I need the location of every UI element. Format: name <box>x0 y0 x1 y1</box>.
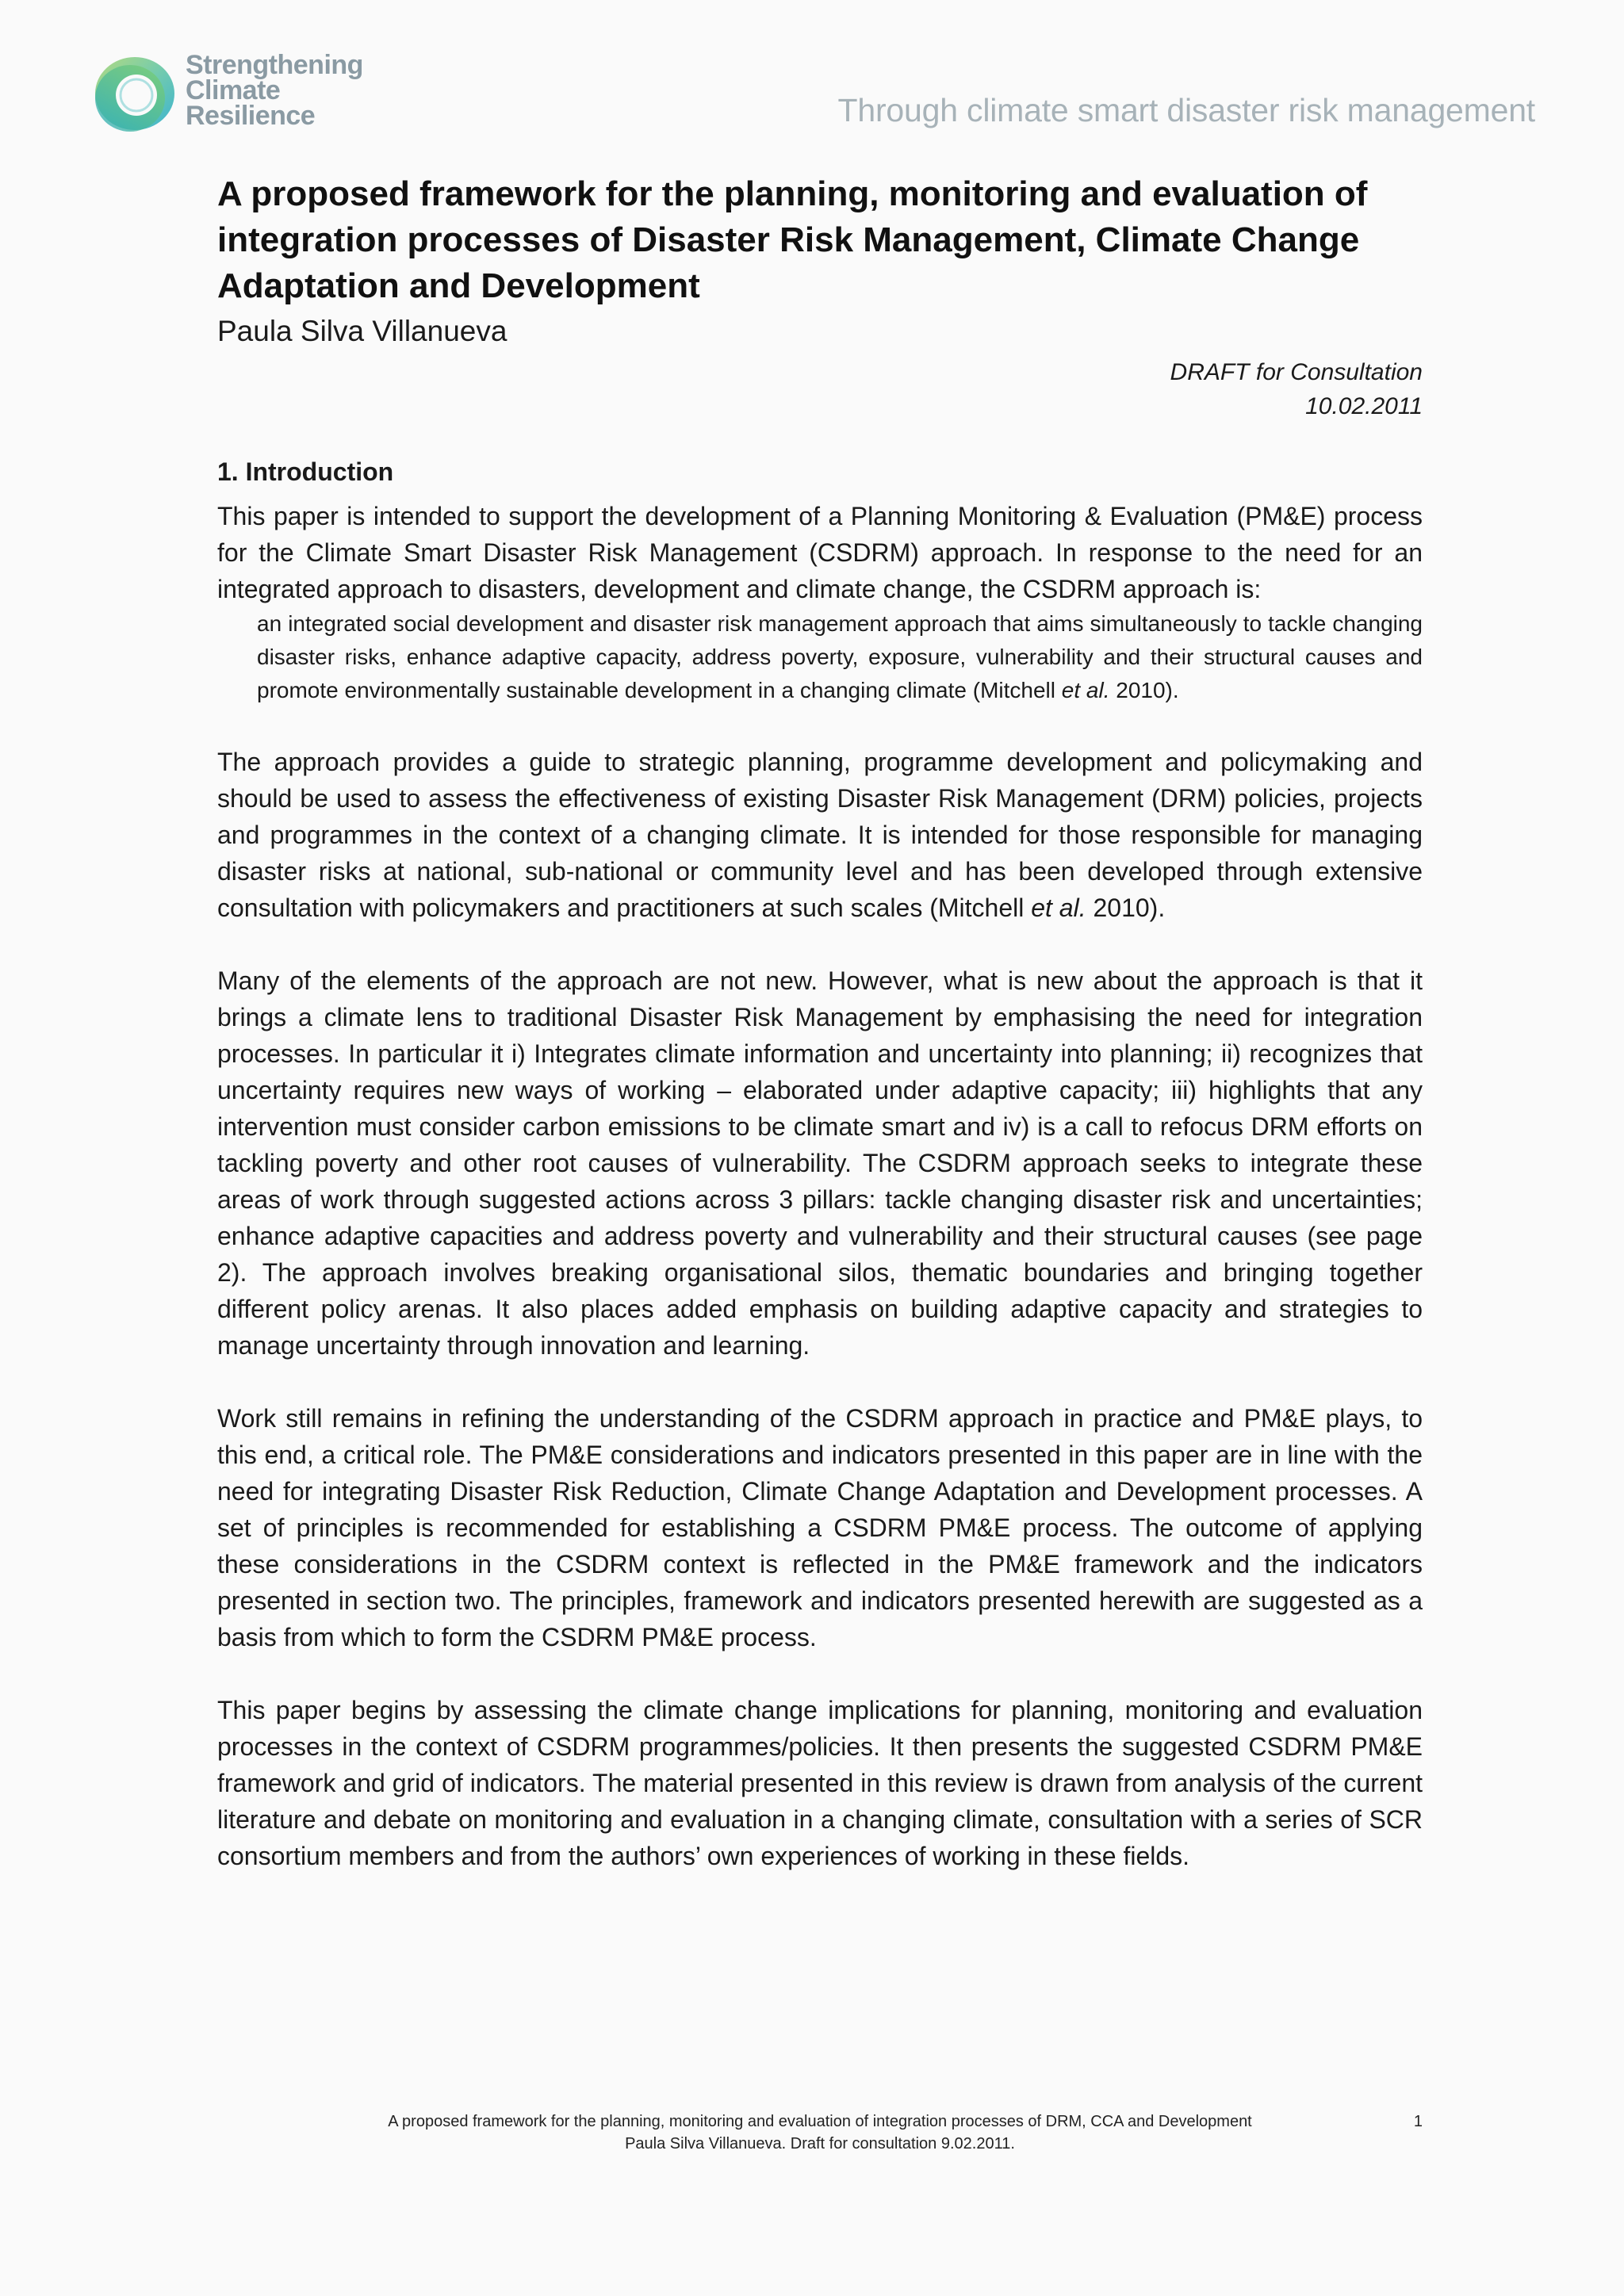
logo-line-1: Strengthening <box>186 50 363 80</box>
logo-line-3: Resilience <box>186 101 316 131</box>
scr-logo <box>89 48 363 143</box>
paragraph-4: Work still remains in refining the understanding of the CSDRM approach in practice and PM&E plays, to this end, a critical role. The PM&E considerations and indicators presented in this paper are in line with the need for integrating Disaster Risk Reduction, Climate Change Adaptation and Development processes. A set of principles is recommended for establishing a CSDRM PM&E process. The outcome of applying these considerations in the CSDRM context is reflected in the PM&E framework and the indicators presented in section two. The principles, framework and indicators presented herewith are suggested as a basis from which to form the CSDRM PM&E process. <box>217 1404 1423 1651</box>
paragraph-2-end: 2010). <box>1086 894 1166 922</box>
draft-label: DRAFT for Consultation <box>1170 359 1423 385</box>
page-number: 1 <box>1413 2113 1423 2130</box>
block-quote <box>257 607 1423 707</box>
paragraph-2 <box>217 744 1423 926</box>
draft-notice <box>217 355 1423 423</box>
footer-line-2: Paula Silva Villanueva. Draft for consultation 9.02.2011. <box>625 2135 1015 2152</box>
scr-logo-mark-icon <box>89 51 178 140</box>
footer-line-1: A proposed framework for the planning, monitoring and evaluation of integration processes of DRM, CCA and Development <box>388 2113 1252 2130</box>
paragraph-2-text: The approach provides a guide to strategic planning, programme development and policymaking and should be used to assess the effectiveness of existing Disaster Risk Management (DRM) policies, projects and programmes in the context of a changing climate. It is intended for those responsible for managing disaster risks at national, sub-national or community level and has been developed through extensive consultation with policymakers and practitioners at such scales (Mitchell <box>217 748 1423 922</box>
draft-date: 10.02.2011 <box>1305 393 1423 419</box>
scr-logo-text <box>186 50 363 131</box>
document-title: A proposed framework for the planning, monitoring and evaluation of integration processes of Disaster Risk Management, Climate Change Adaptation and Development <box>217 174 1368 305</box>
paragraph-5: This paper begins by assessing the climate change implications for planning, monitoring and evaluation processes in the context of CSDRM programmes/policies. It then presents the suggested CSDRM PM&E framework and grid of indicators. The material presented in this review is drawn from analysis of the current literature and debate on monitoring and evaluation in a changing climate, consultation with a series of SCR consortium members and from the authors’ own experiences of working in these fields. <box>217 1696 1423 1870</box>
paragraph-2-etal: et al. <box>1031 894 1086 922</box>
section-heading: 1. Introduction <box>217 457 394 486</box>
header-tagline: Through climate smart disaster risk management <box>837 92 1535 128</box>
quote-end: 2010). <box>1109 678 1179 702</box>
document-body <box>217 171 1423 1911</box>
logo-line-2: Climate <box>186 75 281 105</box>
document-author: Paula Silva Villanueva <box>217 315 508 347</box>
paragraph-3: Many of the elements of the approach are not new. However, what is new about the approach is that it brings a climate lens to traditional Disaster Risk Management by emphasising the need for integration processes. In particular it i) Integrates climate information and uncertainty into planning; ii) recognizes that uncertainty requires new ways of working – elaborated under adaptive capacity; iii) highlights that any intervention must consider carbon emissions to be climate smart and iv) is a call to refocus DRM efforts on tackling poverty and other root causes of vulnerability. The CSDRM approach seeks to integrate these areas of work through suggested actions across 3 pillars: tackle changing disaster risk and uncertainties; enhance adaptive capacities and address poverty and vulnerability and their structural causes (see page 2). The approach involves breaking organisational silos, thematic boundaries and bringing together different policy arenas. It also places added emphasis on building adaptive capacity and strategies to manage uncertainty through innovation and learning. <box>217 966 1423 1360</box>
page-footer <box>217 2110 1423 2155</box>
quote-text: an integrated social development and disaster risk management approach that aims simultaneously to tackle changing disaster risks, enhance adaptive capacity, address poverty, exposure, vulnerability and their structural causes and promote environmentally sustainable development in a changing climate (Mitchell <box>257 611 1423 702</box>
paragraph-1: This paper is intended to support the development of a Planning Monitoring & Evaluation (PM&E) process for the Climate Smart Disaster Risk Management (CSDRM) approach. In response to the need for an integrated approach to disasters, development and climate change, the CSDRM approach is: <box>217 502 1423 603</box>
quote-etal: et al. <box>1061 678 1110 702</box>
